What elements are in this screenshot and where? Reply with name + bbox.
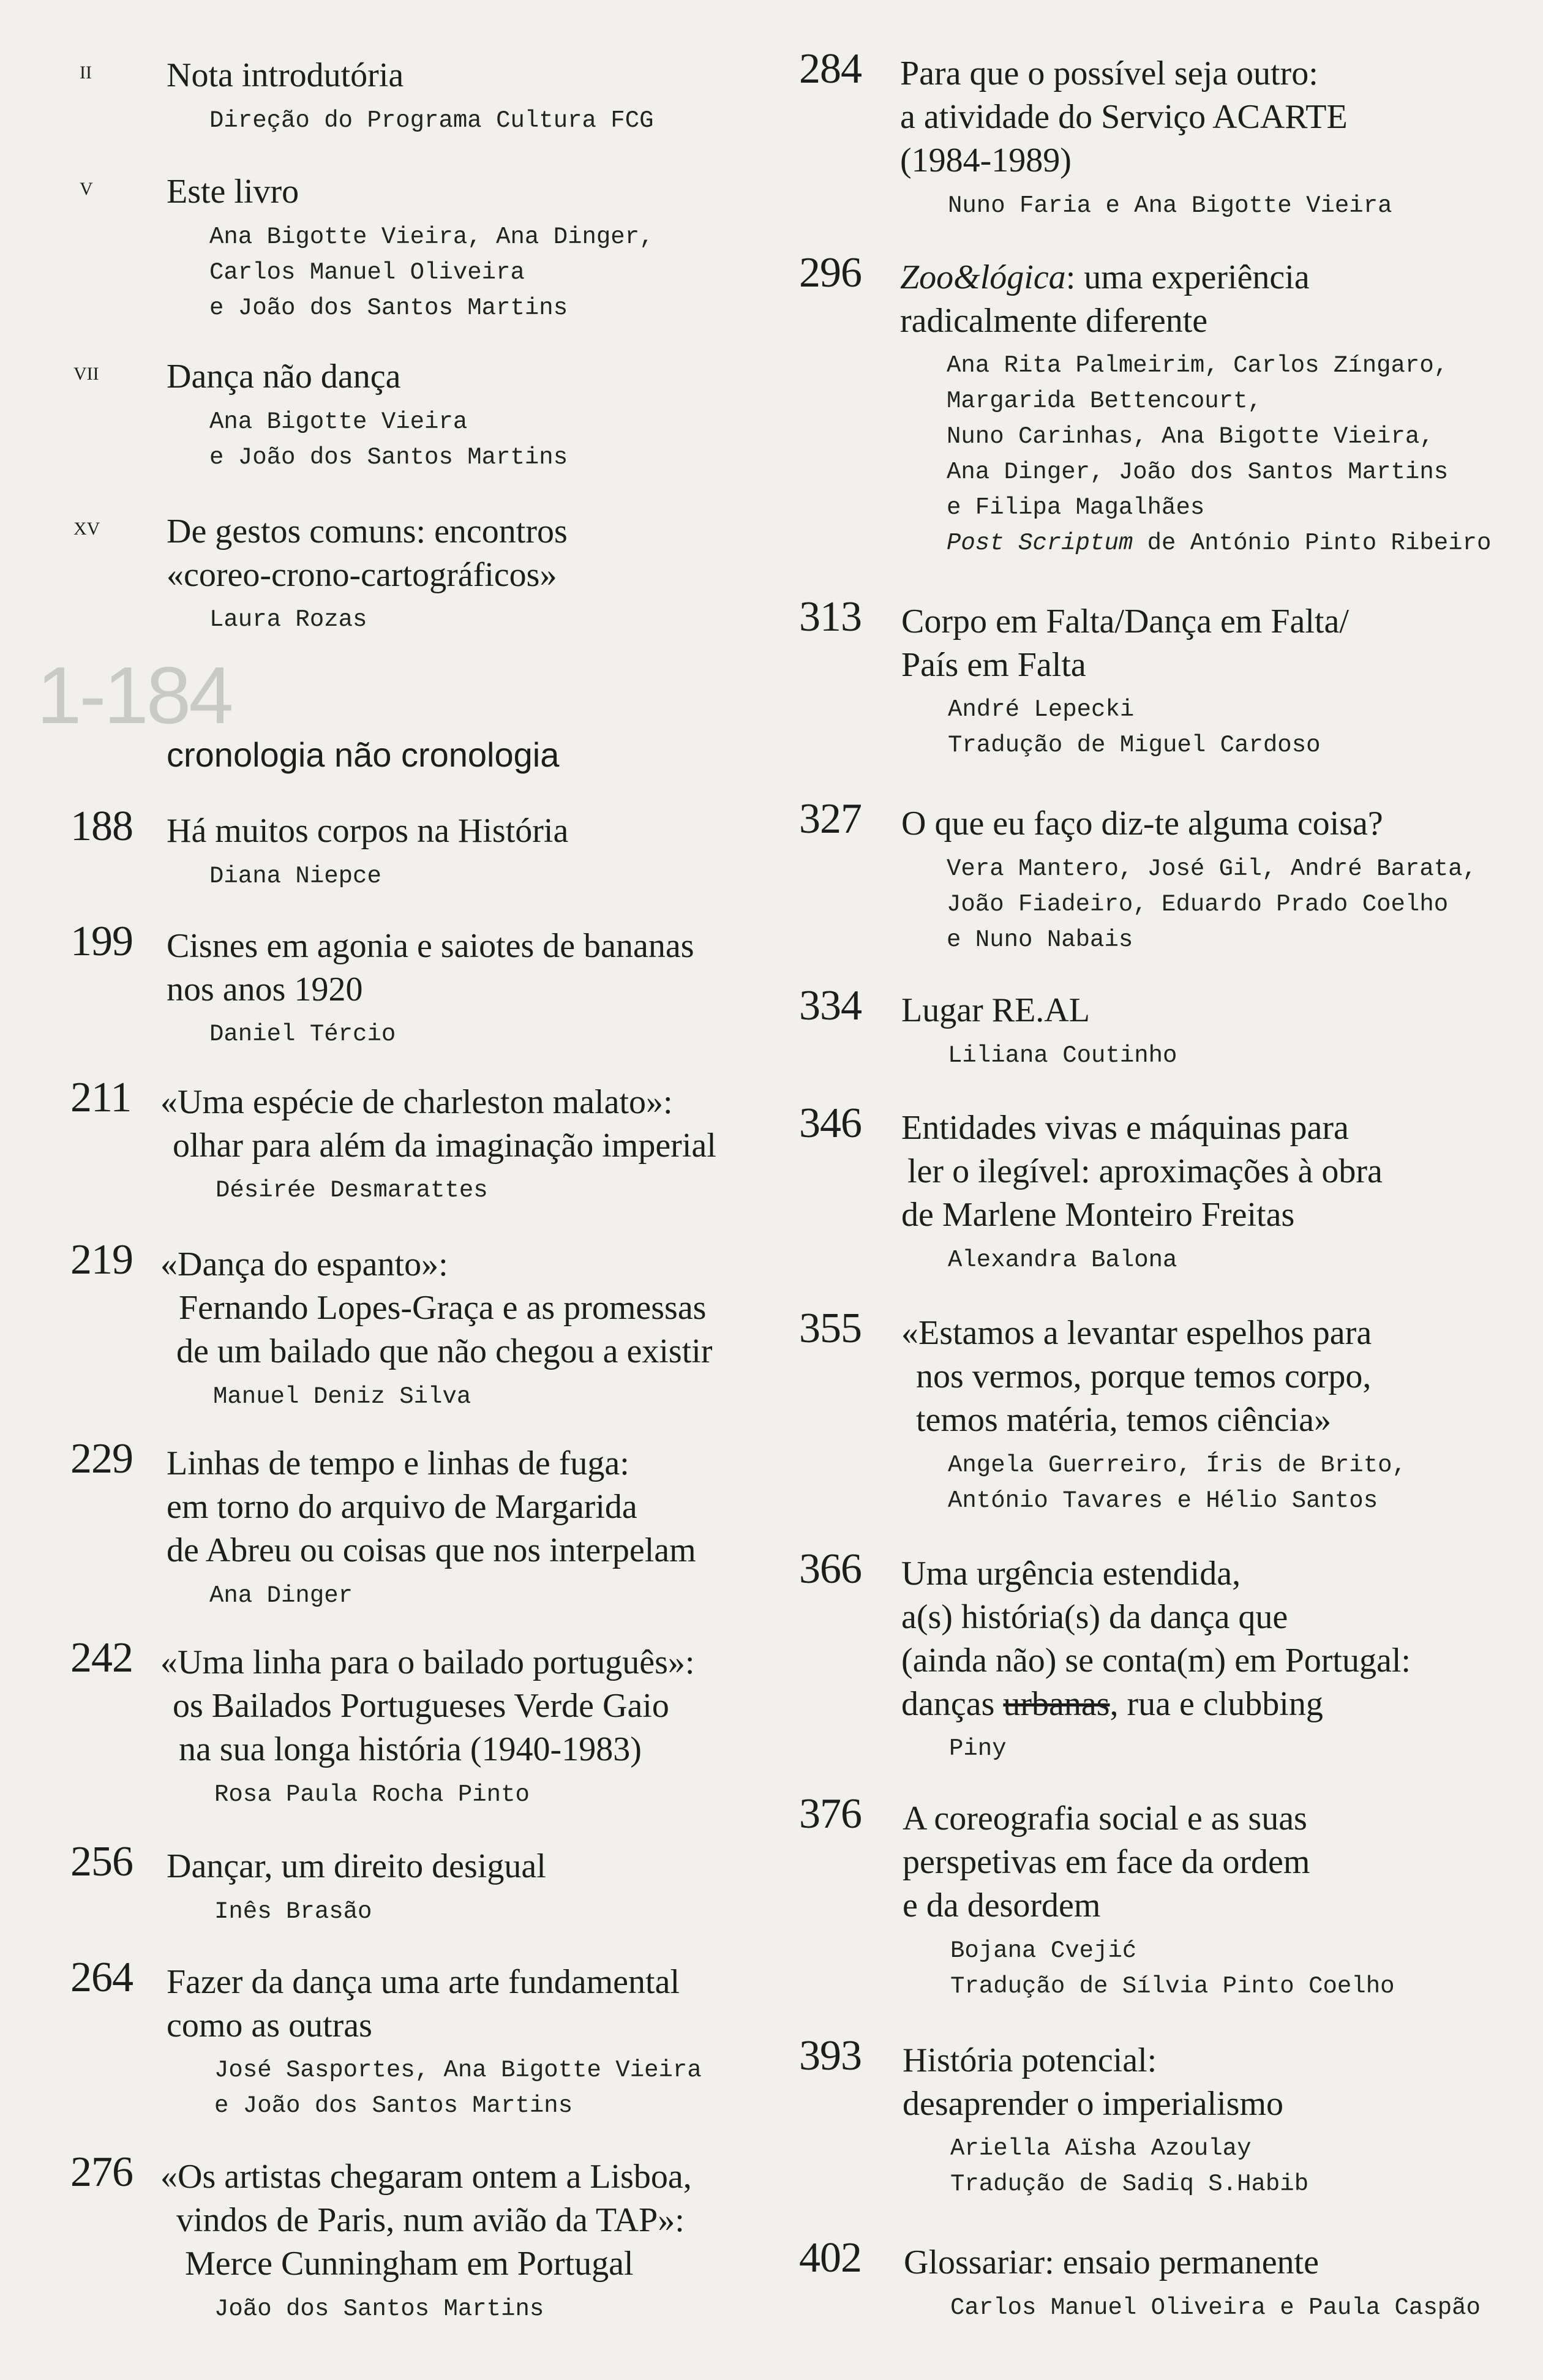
page-number: 276	[70, 2149, 133, 2196]
entry-authors: Daniel Tércio	[209, 1021, 396, 1048]
entry-authors: João dos Santos Martins	[214, 2296, 544, 2322]
page-number: V	[80, 179, 93, 199]
page-number: II	[80, 62, 92, 83]
entry-authors: Angela Guerreiro, Íris de Brito, António Tavares e Hélio Santos	[948, 1452, 1406, 1514]
entry-title: Nota introdutória	[167, 56, 404, 94]
entry-title: O que eu faço diz-te alguma coisa?	[901, 805, 1383, 843]
page-number: 402	[799, 2234, 862, 2281]
page-number: 284	[799, 45, 862, 92]
page-number: 264	[70, 1954, 133, 2001]
entry-authors: Laura Rozas	[209, 606, 367, 633]
chronology-page-range: 1-184	[37, 650, 231, 740]
page-number: 211	[70, 1074, 132, 1121]
page-number: 229	[70, 1435, 133, 1482]
entry-authors: Nuno Faria e Ana Bigotte Vieira	[948, 192, 1392, 219]
page-number: 199	[70, 918, 133, 965]
entry-title: A coreografia social e as suas perspetivas em face da ordem e da desordem	[903, 1800, 1310, 1924]
entry-authors: Direção do Programa Cultura FCG	[209, 107, 654, 134]
entry-title: Dançar, um direito desigual	[167, 1847, 546, 1885]
entry-title: História potencial: desaprender o imperialismo	[903, 2041, 1284, 2123]
entry-title: Zoo&lógica: uma experiência radicalmente diferente	[900, 258, 1310, 340]
entry-authors: Bojana Cvejić Tradução de Sílvia Pinto Coelho	[950, 1937, 1395, 2000]
chronology-title[interactable]: cronologia não cronologia	[167, 735, 560, 774]
page-number: 242	[70, 1634, 133, 1681]
page-number: 355	[799, 1305, 862, 1352]
page-number: 296	[799, 249, 862, 296]
page-number: 188	[70, 803, 133, 850]
entry-title: «Os artistas chegaram ontem a Lisboa, vindos de Paris, num avião da TAP»: Merce Cunningham em Portugal	[160, 2158, 692, 2283]
entry-authors: Liliana Coutinho	[948, 1042, 1177, 1069]
entry-authors: Ana Dinger	[209, 1582, 353, 1609]
page-number: 376	[799, 1790, 862, 1838]
entry-title: Entidades vivas e máquinas para ler o ilegível: aproximações à obra de Marlene Monteiro Freitas	[901, 1109, 1383, 1234]
page-number: 313	[799, 593, 862, 640]
page-number: 334	[799, 982, 862, 1029]
entry-title: Uma urgência estendida, a(s) história(s) da dança que (ainda não) se conta(m) em Portugal: danças urbanas, rua e clubbing	[901, 1555, 1411, 1723]
entry-title: «Uma linha para o bailado português»: os Bailados Portugueses Verde Gaio na sua longa história (1940-1983)	[160, 1643, 695, 1768]
entry-authors: Ana Bigotte Vieira, Ana Dinger, Carlos Manuel Oliveira e João dos Santos Martins	[209, 223, 654, 321]
entry-authors: Inês Brasão	[214, 1898, 372, 1925]
entry-title: «Dança do espanto»: Fernando Lopes-Graça e as promessas de um bailado que não chegou a existir	[160, 1245, 713, 1370]
entry-authors: Ana Rita Palmeirim, Carlos Zíngaro, Margarida Bettencourt, Nuno Carinhas, Ana Bigotte Vieira, Ana Dinger, João dos Santos Martins e Filipa Magalhães Post Scriptum de António Pinto Ribeiro	[947, 352, 1492, 557]
page-number: 327	[799, 795, 862, 843]
entry-title: «Uma espécie de charleston malato»: olhar para além da imaginação imperial	[160, 1083, 716, 1165]
entry-title: Lugar RE.AL	[901, 991, 1090, 1029]
entry-title: «Estamos a levantar espelhos para nos vermos, porque temos corpo, temos matéria, temos ciência»	[901, 1314, 1372, 1439]
entry-title: Glossariar: ensaio permanente	[904, 2243, 1319, 2281]
entry-authors: Désirée Desmarattes	[216, 1177, 488, 1204]
entry-authors: Piny	[949, 1735, 1007, 1762]
page-number: 256	[70, 1838, 133, 1885]
entry-title: Linhas de tempo e linhas de fuga: em torno do arquivo de Margarida de Abreu ou coisas que nos interpelam	[167, 1444, 696, 1569]
entry-authors: André Lepecki Tradução de Miguel Cardoso	[948, 696, 1321, 759]
entry-authors: Ariella Aïsha Azoulay Tradução de Sadiq S.Habib	[950, 2135, 1309, 2198]
entry-title: Fazer da dança uma arte fundamental como as outras	[167, 1963, 680, 2044]
entry-authors: José Sasportes, Ana Bigotte Vieira e João dos Santos Martins	[214, 2057, 702, 2119]
page-number: 346	[799, 1100, 862, 1147]
page-number: 366	[799, 1545, 862, 1593]
entry-authors: Alexandra Balona	[948, 1247, 1177, 1274]
entry-title: Dança não dança	[167, 358, 401, 396]
entry-title: Para que o possível seja outro: a atividade do Serviço ACARTE (1984-1989)	[900, 54, 1348, 179]
entry-authors: Diana Niepce	[209, 863, 381, 890]
page-number: XV	[73, 519, 100, 539]
entry-authors: Ana Bigotte Vieira e João dos Santos Martins	[209, 408, 568, 471]
entry-title: Há muitos corpos na História	[167, 812, 569, 850]
entry-title: Corpo em Falta/Dança em Falta/ País em Falta	[901, 603, 1349, 684]
page-number: 393	[799, 2032, 862, 2079]
entry-authors: Vera Mantero, José Gil, André Barata, João Fiadeiro, Eduardo Prado Coelho e Nuno Nabais	[947, 855, 1477, 953]
entry-authors: Rosa Paula Rocha Pinto	[214, 1781, 530, 1808]
entry-authors: Carlos Manuel Oliveira e Paula Caspão	[950, 2294, 1481, 2321]
entry-title: De gestos comuns: encontros «coreo-crono-cartográficos»	[167, 512, 568, 594]
entry-title: Este livro	[167, 173, 299, 211]
entry-authors: Manuel Deniz Silva	[213, 1383, 471, 1410]
page-number: VII	[73, 364, 99, 384]
entry-title: Cisnes em agonia e saiotes de bananas nos anos 1920	[167, 927, 694, 1008]
page-number: 219	[70, 1236, 133, 1283]
